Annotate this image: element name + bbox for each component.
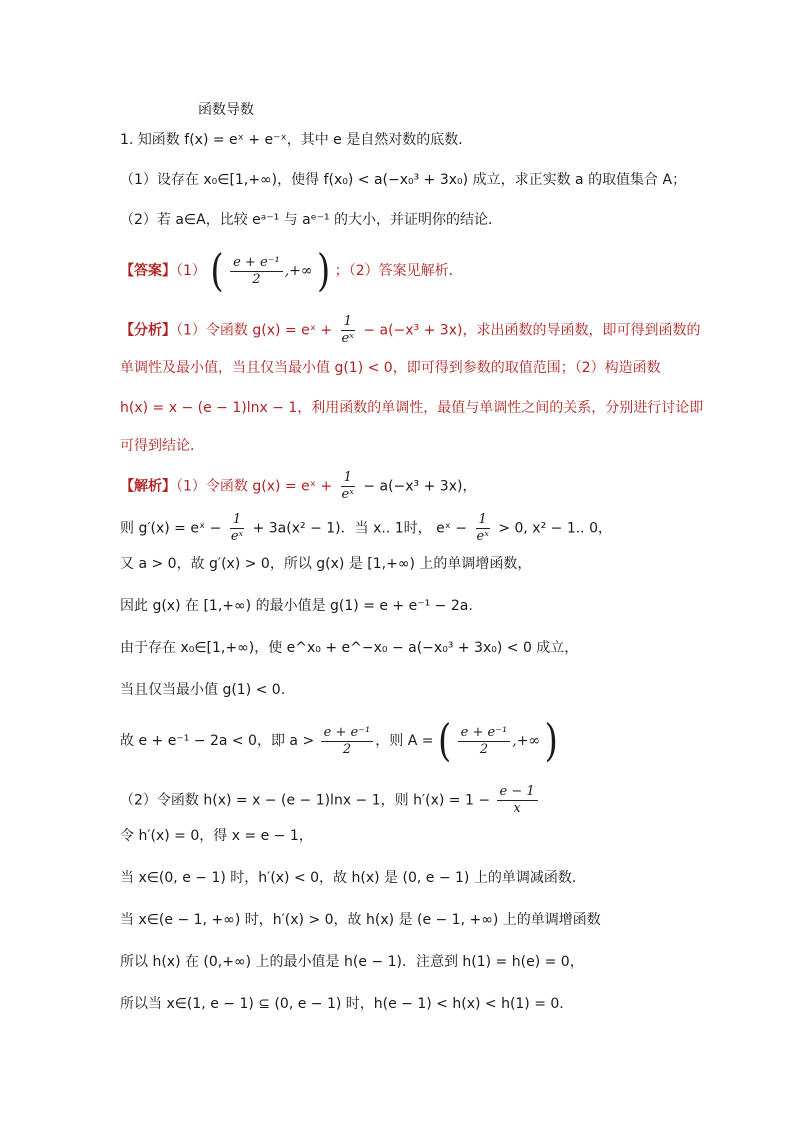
answer-label: 【答案】 — [120, 263, 176, 279]
answer-line — [120, 245, 463, 297]
solution-frac-3-num: 1 — [476, 512, 490, 529]
solution-text-2a: 则 g′(x) = eˣ − — [120, 520, 222, 537]
analysis-line-1 — [120, 314, 700, 347]
analysis-frac-num: 1 — [341, 314, 355, 331]
answer-part-1: （1） — [176, 263, 206, 279]
solution-text-8a: （2）令函数 h(x) = x − (e − 1)lnx − 1，则 h′(x) = 1 − — [120, 792, 491, 809]
solution-fraction-1 — [339, 470, 357, 503]
solution-fraction-7a — [321, 725, 374, 758]
answer-interval-tail: ,+∞ — [284, 263, 313, 279]
solution-line-13: 所以当 x∈(1, e − 1) ⊆ (0, e − 1) 时，h(e − 1) < h(x) < h(1) = 0. — [120, 996, 564, 1012]
solution-frac-2-den: eˣ — [230, 529, 244, 544]
answer-fraction — [230, 255, 283, 288]
left-paren: ( — [210, 245, 224, 297]
solution-line-7 — [120, 715, 558, 767]
question-number: 1. — [120, 132, 134, 148]
solution-line-6: 当且仅当最小值 g(1) < 0. — [120, 682, 286, 698]
analysis-fraction — [339, 314, 357, 347]
solution-label: 【解析】 — [120, 478, 176, 495]
solution-line-5: 由于存在 x₀∈[1,+∞)，使 e^x₀ + e^−x₀ − a(−x₀³ + 3x₀) < 0 成立， — [120, 640, 579, 656]
solution-interval-tail: ,+∞ — [512, 733, 541, 749]
section-title: 函数导数 — [198, 102, 254, 118]
solution-fraction-7b — [458, 725, 511, 758]
solution-text-2b: + 3a(x² − 1)．当 x.. 1时， eˣ − — [252, 520, 468, 537]
solution-text-1a: （1）令函数 g(x) = eˣ + — [176, 478, 333, 495]
solution-frac-3-den: eˣ — [476, 529, 489, 544]
solution-text-1b: − a(−x³ + 3x)， — [363, 478, 477, 495]
solution-line-2 — [120, 512, 612, 545]
solution-text-2c: > 0, x² − 1.. 0， — [498, 520, 612, 537]
question-part-2: （2）若 a∈A，比较 eᵃ⁻¹ 与 aᵉ⁻¹ 的大小，并证明你的结论． — [120, 212, 503, 228]
solution-text-7b: ，则 A = — [375, 733, 434, 749]
solution-line-1 — [120, 470, 476, 503]
question-stem — [120, 130, 472, 150]
analysis-text-1b: − a(−x³ + 3x)，求出函数的导函数，即可得到函数的 — [363, 322, 701, 339]
analysis-line-2: 单调性及最小值，当且仅当最小值 g(1) < 0，即可得到参数的取值范围；（2）构造函数 — [120, 360, 661, 376]
answer-frac-den: 2 — [252, 271, 261, 287]
solution-frac-2-num: 1 — [230, 512, 244, 529]
right-paren-7: ) — [544, 715, 558, 767]
question-stem-text: 知函数 f(x) = eˣ + e⁻ˣ，其中 e 是自然对数的底数． — [137, 132, 473, 148]
solution-frac-1-den: eˣ — [341, 487, 354, 502]
solution-line-10: 当 x∈(0, e − 1) 时，h′(x) < 0，故 h(x) 是 (0, e − 1) 上的单调减函数． — [120, 870, 586, 886]
answer-frac-num: e + e⁻¹ — [230, 255, 283, 272]
solution-line-12: 所以 h(x) 在 (0,+∞) 上的最小值是 h(e − 1)．注意到 h(1) = h(e) = 0， — [120, 954, 584, 970]
analysis-line-3: h(x) = x − (e − 1)lnx − 1，利用函数的单调性，最值与单调性之间的关系，分别进行讨论即 — [120, 400, 704, 416]
answer-part-2: ；（2）答案见解析． — [334, 263, 463, 279]
solution-frac-7b-den: 2 — [479, 741, 489, 757]
solution-fraction-2 — [228, 512, 246, 545]
analysis-line-4: 可得到结论． — [120, 438, 204, 454]
solution-line-3: 又 a > 0，故 g′(x) > 0，所以 g(x) 是 [1,+∞) 上的单调增函数， — [120, 556, 532, 572]
analysis-label: 【分析】 — [120, 322, 176, 339]
solution-frac-7b-num: e + e⁻¹ — [458, 725, 511, 742]
solution-frac-1-num: 1 — [341, 470, 355, 487]
question-part-1: （1）设存在 x₀∈[1,+∞)，使得 f(x₀) < a(−x₀³ + 3x₀) 成立，求正实数 a 的取值集合 A； — [120, 172, 687, 188]
analysis-text-1a: （1）令函数 g(x) = eˣ + — [176, 322, 333, 339]
solution-frac-7a-den: 2 — [342, 741, 352, 757]
solution-line-9: 令 h′(x) = 0，得 x = e − 1， — [120, 828, 313, 844]
solution-fraction-8 — [497, 784, 538, 817]
analysis-frac-den: eˣ — [341, 331, 354, 346]
solution-line-11: 当 x∈(e − 1, +∞) 时，h′(x) > 0，故 h(x) 是 (e − 1, +∞) 上的单调增函数 — [120, 912, 601, 928]
right-paren: ) — [317, 245, 331, 297]
solution-frac-8-num: e − 1 — [497, 784, 538, 801]
solution-line-8 — [120, 784, 540, 817]
solution-text-7a: 故 e + e⁻¹ − 2a < 0，即 a > — [120, 733, 315, 749]
solution-line-4: 因此 g(x) 在 [1,+∞) 的最小值是 g(1) = e + e⁻¹ − 2a. — [120, 598, 473, 614]
solution-fraction-3 — [474, 512, 492, 545]
solution-frac-8-den: x — [513, 801, 521, 816]
solution-frac-7a-num: e + e⁻¹ — [321, 725, 374, 742]
left-paren-7: ( — [437, 715, 452, 767]
